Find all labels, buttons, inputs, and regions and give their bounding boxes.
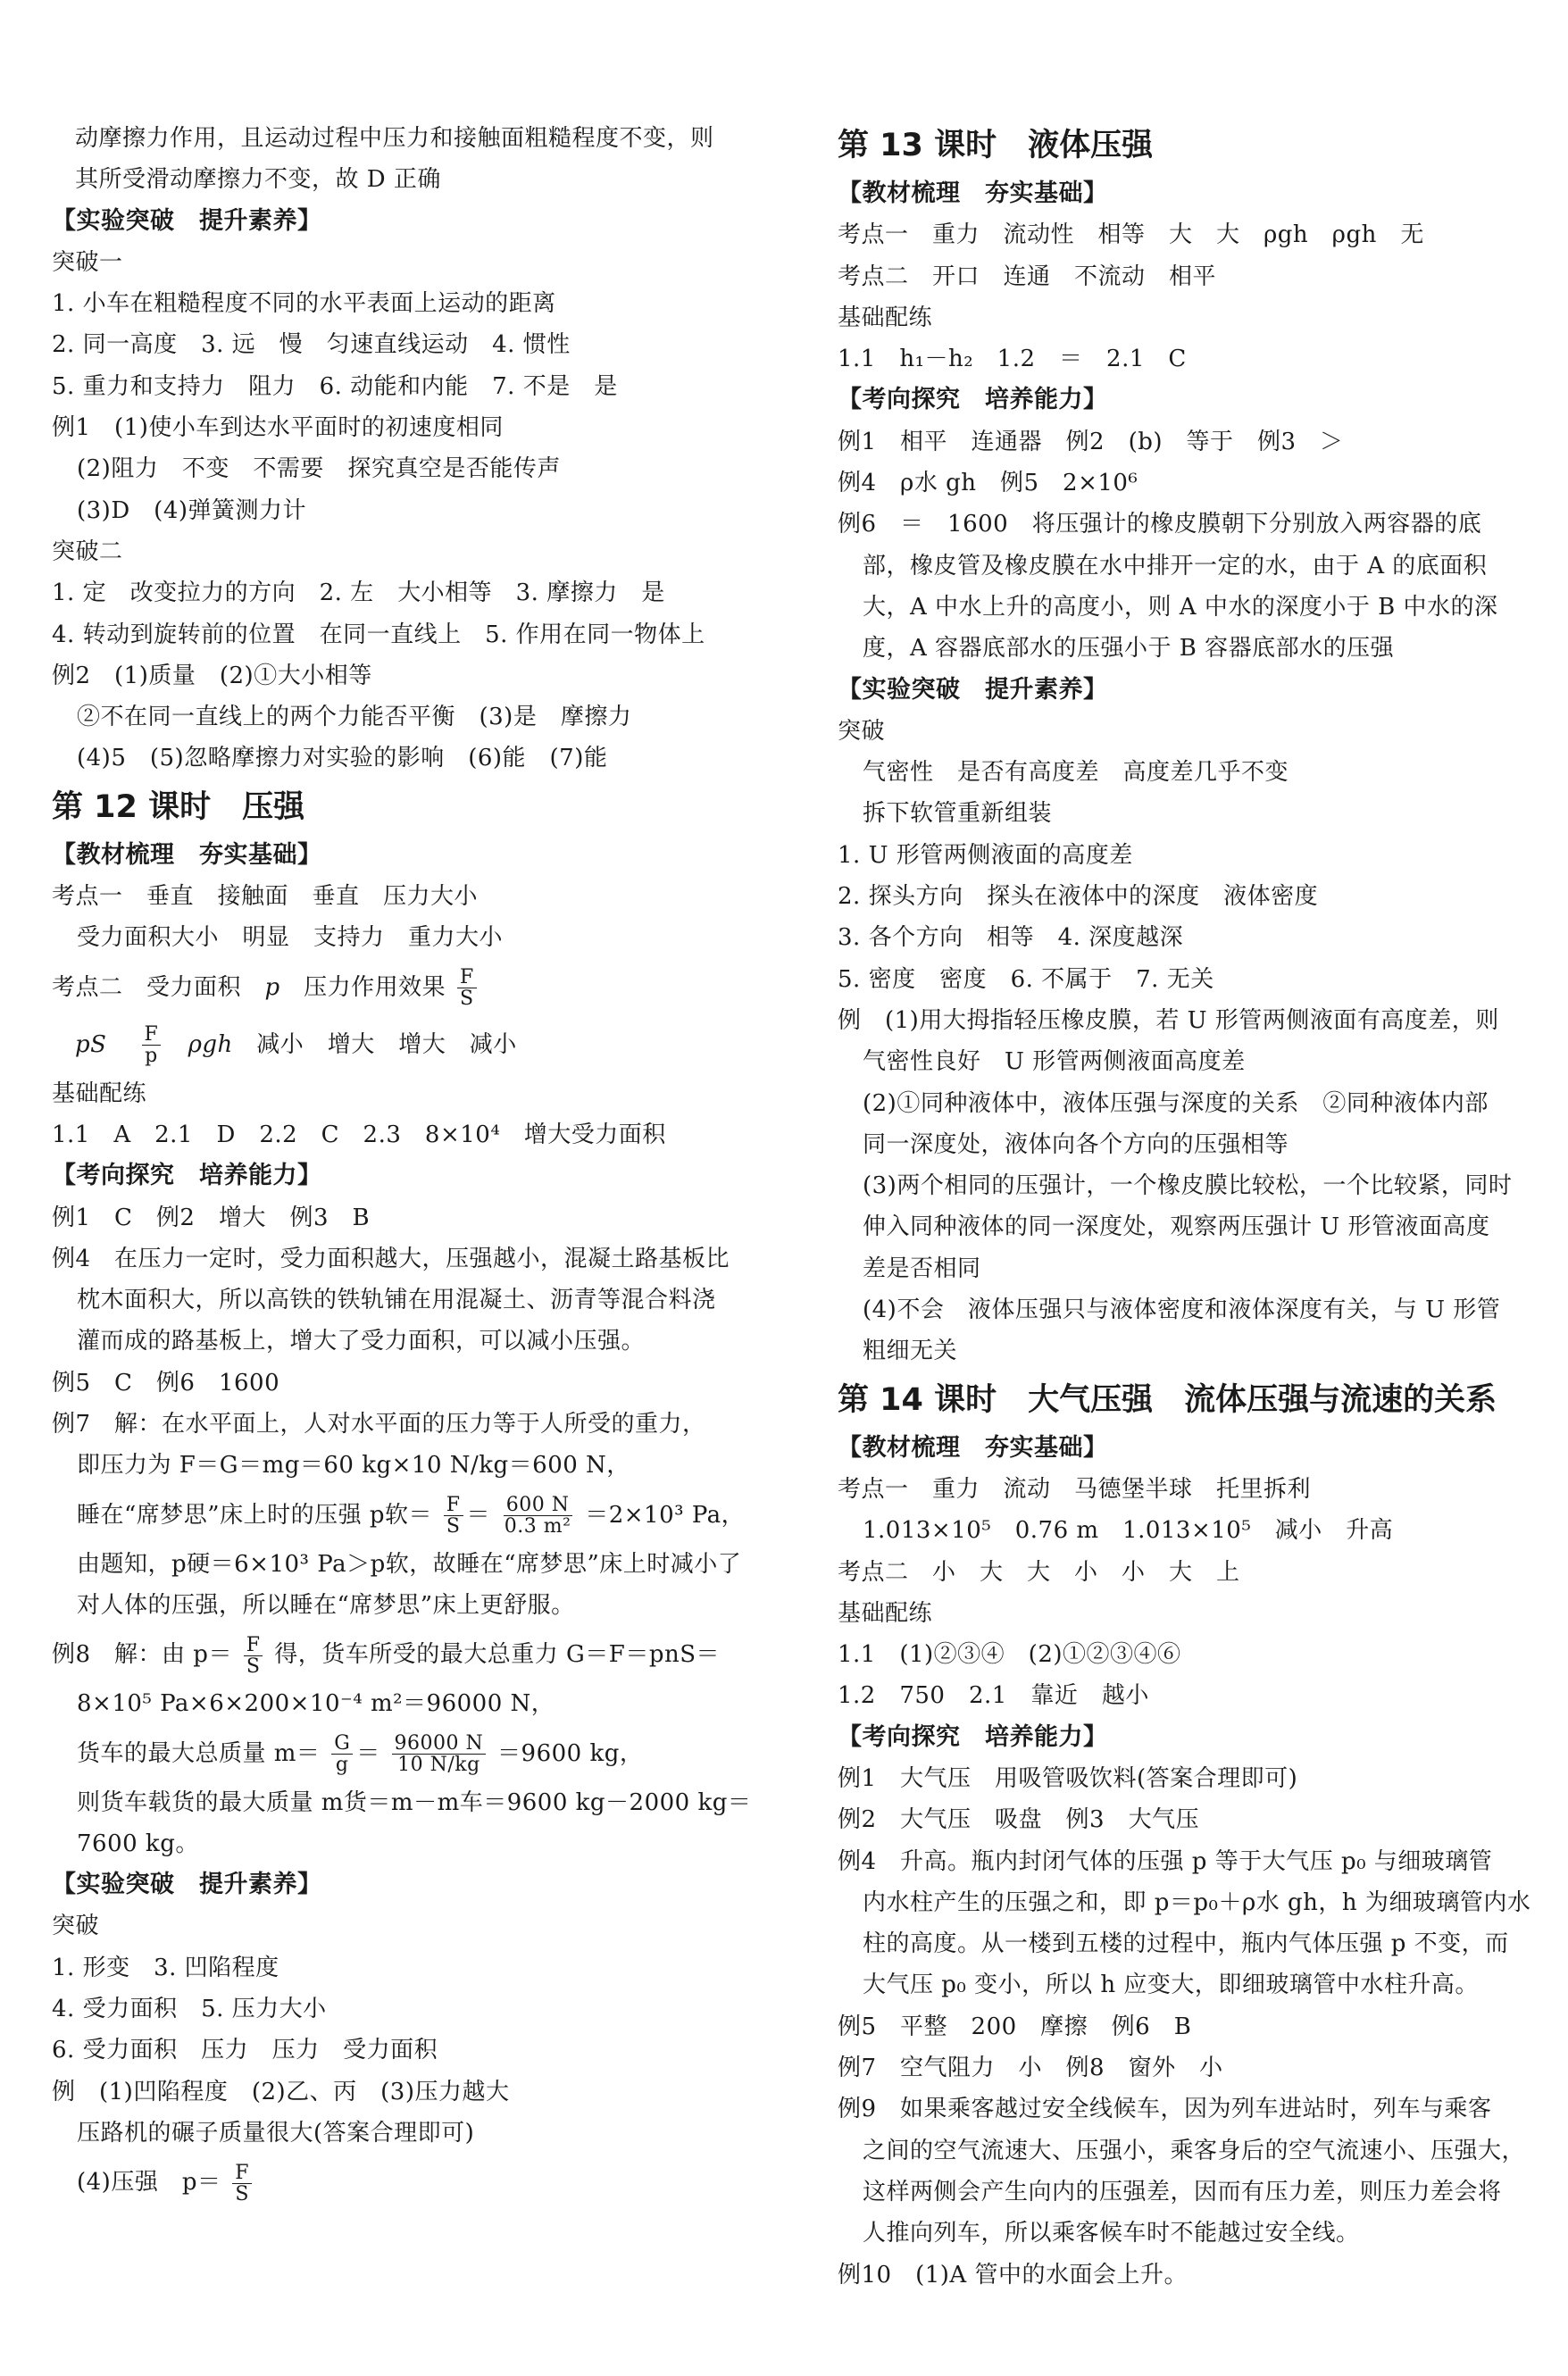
fraction: $\frac{G}{g}$ bbox=[331, 1733, 353, 1775]
text-line: 1.1 A 2.1 D 2.2 C 2.3 8×10⁴ 增大受力面积 bbox=[52, 1121, 666, 1148]
text-line: 8×10⁵ Pa×6×200×10⁻⁴ m²＝96000 N， bbox=[77, 1690, 555, 1718]
lesson-12-title: 第 12 课时 压强 bbox=[52, 788, 305, 825]
text-line: 2. 同一高度 3. 远 慢 匀速直线运动 4. 惯性 bbox=[52, 331, 571, 359]
formula-line: 考点二 受力面积 p 压力作用效果 $\frac{F}{S}$ bbox=[52, 959, 757, 1016]
text-line: 例7 解：在水平面上，人对水平面的压力等于人所受的重力， bbox=[52, 1411, 706, 1438]
text-line: 考点一 垂直 接触面 垂直 压力大小 bbox=[52, 883, 479, 911]
text-line: 例4 在压力一定时，受力面积越大，压强越小，混凝土路基板比 bbox=[52, 1245, 730, 1272]
subsection-title: 基础配练 bbox=[52, 1080, 147, 1107]
section-header: 【考向探究 培养能力】 bbox=[52, 1162, 322, 1190]
text-line: 柱的高度。从一楼到五楼的过程中，瓶内气体压强 p 不变，而 bbox=[863, 1930, 1509, 1958]
text-line: 内水柱产生的压强之和，即 p＝p₀＋ρ水 gh，h 为细玻璃管内水 bbox=[863, 1888, 1531, 1916]
text-line: 考点二 小 大 大 小 小 大 上 bbox=[838, 1558, 1240, 1586]
text-line: 2. 探头方向 探头在液体中的深度 液体密度 bbox=[838, 883, 1319, 911]
fraction: $\frac{F}{S}$ bbox=[244, 1635, 263, 1677]
formula-line: 货车的最大总质量 m＝ $\frac{G}{g}$ ＝ $\frac{96000 N}{10 N/kg}$ ＝9600 kg， bbox=[77, 1731, 644, 1776]
text-line: 考点二 开口 连通 不流动 相平 bbox=[838, 263, 1217, 290]
section-header: 【教材梳理 夯实基础】 bbox=[838, 1433, 1108, 1462]
right-column bbox=[838, 118, 1543, 2296]
text-line: 即压力为 F＝G＝mg＝60 kg×10 N/kg＝600 N， bbox=[77, 1452, 630, 1480]
subsection-title: 突破二 bbox=[52, 538, 123, 565]
text-line: (2)①同种液体中，液体压强与深度的关系 ②同种液体内部 bbox=[863, 1089, 1489, 1117]
text-line: 粗细无关 bbox=[863, 1338, 958, 1365]
text-line: 6. 受力面积 压力 压力 受力面积 bbox=[52, 2037, 438, 2064]
text-line: 例5 平整 200 摩擦 例6 B bbox=[838, 2013, 1192, 2040]
text-line: (4)不会 液体压强只与液体密度和液体深度有关，与 U 形管 bbox=[863, 1296, 1501, 1324]
text-line: 1. 定 改变拉力的方向 2. 左 大小相等 3. 摩擦力 是 bbox=[52, 579, 665, 607]
text-line: 例5 C 例6 1600 bbox=[52, 1369, 280, 1396]
fraction: $\frac{F}{S}$ bbox=[457, 967, 477, 1009]
text-line: 压路机的碾子质量很大(答案合理即可) bbox=[77, 2119, 475, 2147]
text-line: 例2 (1)质量 (2)①大小相等 bbox=[52, 662, 372, 689]
text-line: 1. U 形管两侧液面的高度差 bbox=[838, 841, 1133, 869]
text-line: 部，橡皮管及橡皮膜在水中排开一定的水，由于 A 的底面积 bbox=[863, 552, 1488, 579]
text-line: 拆下软管重新组装 bbox=[863, 800, 1053, 828]
section-header: 【实验突破 提升素养】 bbox=[52, 206, 322, 235]
text-line: 5. 重力和支持力 阻力 6. 动能和内能 7. 不是 是 bbox=[52, 372, 618, 400]
text-line: 考点一 重力 流动性 相等 大 大 ρgh ρgh 无 bbox=[838, 221, 1424, 249]
section-header: 【实验突破 提升素养】 bbox=[52, 1871, 322, 1899]
text-line: (2)阻力 不变 不需要 探究真空是否能传声 bbox=[77, 455, 561, 483]
text-line: 气密性 是否有高度差 高度差几乎不变 bbox=[863, 759, 1289, 787]
text-line: 1.2 750 2.1 靠近 越小 bbox=[838, 1682, 1149, 1710]
fraction: $\frac{96000 N}{10 N/kg}$ bbox=[392, 1733, 487, 1775]
text-line: 1. 小车在粗糙程度不同的水平表面上运动的距离 bbox=[52, 290, 556, 318]
text-line: 例4 升高。瓶内封闭气体的压强 p 等于大气压 p₀ 与细玻璃管 bbox=[838, 1847, 1493, 1875]
text-line: (3)D (4)弹簧测力计 bbox=[77, 496, 307, 524]
text-line: 例4 ρ水 gh 例5 2×10⁶ bbox=[838, 470, 1138, 497]
fraction: $\frac{F}{S}$ bbox=[232, 2163, 252, 2205]
subsection-title: 基础配练 bbox=[838, 1599, 933, 1627]
text-line: 3. 各个方向 相等 4. 深度越深 bbox=[838, 924, 1184, 952]
text-line: 1.1 (1)②③④ (2)①②③④⑥ bbox=[838, 1641, 1181, 1669]
text-line: 1.1 h₁－h₂ 1.2 ＝ 2.1 C bbox=[838, 346, 1187, 373]
text-line: 枕木面积大，所以高铁的铁轨铺在用混凝土、沥青等混合料浇 bbox=[77, 1287, 716, 1314]
subsection-title: 突破 bbox=[838, 717, 886, 745]
text-line: 由题知，p硬＝6×10³ Pa＞p软，故睡在“席梦思”床上时减小了 bbox=[77, 1550, 742, 1578]
text-line: 之间的空气流速大、压强小，乘客身后的空气流速小、压强大， bbox=[863, 2137, 1526, 2164]
subsection-title: 突破一 bbox=[52, 248, 123, 276]
section-header: 【教材梳理 夯实基础】 bbox=[838, 179, 1108, 207]
text-line: 人推向列车，所以乘客候车时不能越过安全线。 bbox=[863, 2220, 1360, 2247]
text-line: 例1 相平 连通器 例2 (b) 等于 例3 ＞ bbox=[838, 428, 1344, 455]
text-line: 例10 (1)A 管中的水面会上升。 bbox=[838, 2261, 1188, 2288]
lesson-13-title: 第 13 课时 液体压强 bbox=[838, 128, 1154, 163]
section-header: 【实验突破 提升素养】 bbox=[838, 675, 1108, 704]
text-line: 受力面积大小 明显 支持力 重力大小 bbox=[77, 924, 504, 952]
formula-line: 睡在“席梦思”床上时的压强 p软＝ $\frac{F}{S}$ ＝ $\frac{600 N}{\text{0.3 m²}}$ ＝2×10³ Pa， bbox=[77, 1494, 746, 1538]
text-line: 例7 空气阻力 小 例8 窗外 小 bbox=[838, 2055, 1223, 2082]
text-line: 7600 kg。 bbox=[77, 1830, 199, 1857]
text-line: 例1 大气压 用吸管吸饮料(答案合理即可) bbox=[838, 1764, 1298, 1792]
text-line: 气密性良好 U 形管两侧液面高度差 bbox=[863, 1048, 1246, 1076]
section-header: 【考向探究 培养能力】 bbox=[838, 386, 1108, 414]
text-line: 度，A 容器底部水的压强小于 B 容器底部水的压强 bbox=[863, 635, 1395, 663]
text-line: 1.013×10⁵ 0.76 m 1.013×10⁵ 减小 升高 bbox=[863, 1517, 1394, 1545]
section-header: 【考向探究 培养能力】 bbox=[838, 1722, 1108, 1751]
text-line: 动摩擦力作用，且运动过程中压力和接触面粗糙程度不变，则 bbox=[75, 125, 714, 152]
text-line: 大气压 p₀ 变小，所以 h 应变大，即细玻璃管中水柱升高。 bbox=[863, 1972, 1479, 1999]
subsection-title: 基础配练 bbox=[838, 304, 933, 331]
text-line: 例9 如果乘客越过安全线候车，因为列车进站时，列车与乘客 bbox=[838, 2096, 1492, 2123]
text-line: 同一深度处，液体向各个方向的压强相等 bbox=[863, 1130, 1289, 1158]
formula-line: (4)压强 p＝ $\frac{F}{S}$ bbox=[52, 2154, 757, 2211]
text-line: 例1 C 例2 增大 例3 B bbox=[52, 1204, 371, 1231]
fraction: $\frac{F}{p}$ bbox=[142, 1024, 162, 1066]
fraction: $\frac{600 N}{\text{0.3 m²}}$ bbox=[504, 1494, 571, 1538]
text-line: 4. 受力面积 5. 压力大小 bbox=[52, 1995, 327, 2022]
text-line: (4)5 (5)忽略摩擦力对实验的影响 (6)能 (7)能 bbox=[77, 745, 608, 772]
formula-line: 例8 解：由 p＝ $\frac{F}{S}$ 得，货车所受的最大总重力 G＝F＝pnS＝ bbox=[52, 1633, 721, 1678]
text-line: 对人体的压强，所以睡在“席梦思”床上更舒服。 bbox=[77, 1591, 575, 1619]
text-line: 例 (1)用大拇指轻压橡皮膜，若 U 形管两侧液面有高度差，则 bbox=[838, 1006, 1499, 1034]
text-line: 差是否相同 bbox=[863, 1255, 981, 1282]
text-line: 考点一 重力 流动 马德堡半球 托里拆利 bbox=[838, 1475, 1312, 1503]
text-line: (3)两个相同的压强计，一个橡皮膜比较松，一个比较紧，同时 bbox=[863, 1172, 1513, 1200]
subsection-title: 突破 bbox=[52, 1913, 100, 1940]
text-line: 4. 转动到旋转前的位置 在同一直线上 5. 作用在同一物体上 bbox=[52, 621, 705, 648]
text-line: 例1 (1)使小车到达水平面时的初速度相同 bbox=[52, 414, 504, 442]
text-line: 1. 形变 3. 凹陷程度 bbox=[52, 1954, 279, 1981]
text-line: 例6 ＝ 1600 将压强计的橡皮膜朝下分别放入两容器的底 bbox=[838, 511, 1482, 538]
text-line: 伸入同种液体的同一深度处，观察两压强计 U 形管液面高度 bbox=[863, 1213, 1490, 1241]
text-line: 这样两侧会产生向内的压强差，因而有压力差，则压力差会将 bbox=[863, 2178, 1502, 2205]
text-line: 则货车载货的最大质量 m货＝m－m车＝9600 kg－2000 kg＝ bbox=[77, 1788, 752, 1816]
text-line: 大，A 中水上升的高度小，则 A 中水的深度小于 B 中水的深 bbox=[863, 593, 1498, 621]
text-line: 例2 大气压 吸盘 例3 大气压 bbox=[838, 1806, 1200, 1834]
left-column bbox=[52, 118, 757, 2211]
text-line: 5. 密度 密度 6. 不属于 7. 无关 bbox=[838, 965, 1214, 993]
text-line: 例 (1)凹陷程度 (2)乙、丙 (3)压力越大 bbox=[52, 2078, 510, 2105]
lesson-14-title: 第 14 课时 大气压强 流体压强与流速的关系 bbox=[838, 1381, 1497, 1418]
text-line: 其所受滑动摩擦力不变，故 D 正确 bbox=[75, 166, 441, 194]
formula-line: pS $\frac{F}{p}$ ρgh 减小 增大 增大 减小 bbox=[75, 1023, 517, 1068]
text-line: ②不在同一直线上的两个力能否平衡 (3)是 摩擦力 bbox=[77, 704, 632, 731]
fraction: $\frac{F}{S}$ bbox=[444, 1495, 463, 1537]
section-header: 【教材梳理 夯实基础】 bbox=[52, 840, 322, 869]
text-line: 灌而成的路基板上，增大了受力面积，可以减小压强。 bbox=[77, 1328, 646, 1355]
